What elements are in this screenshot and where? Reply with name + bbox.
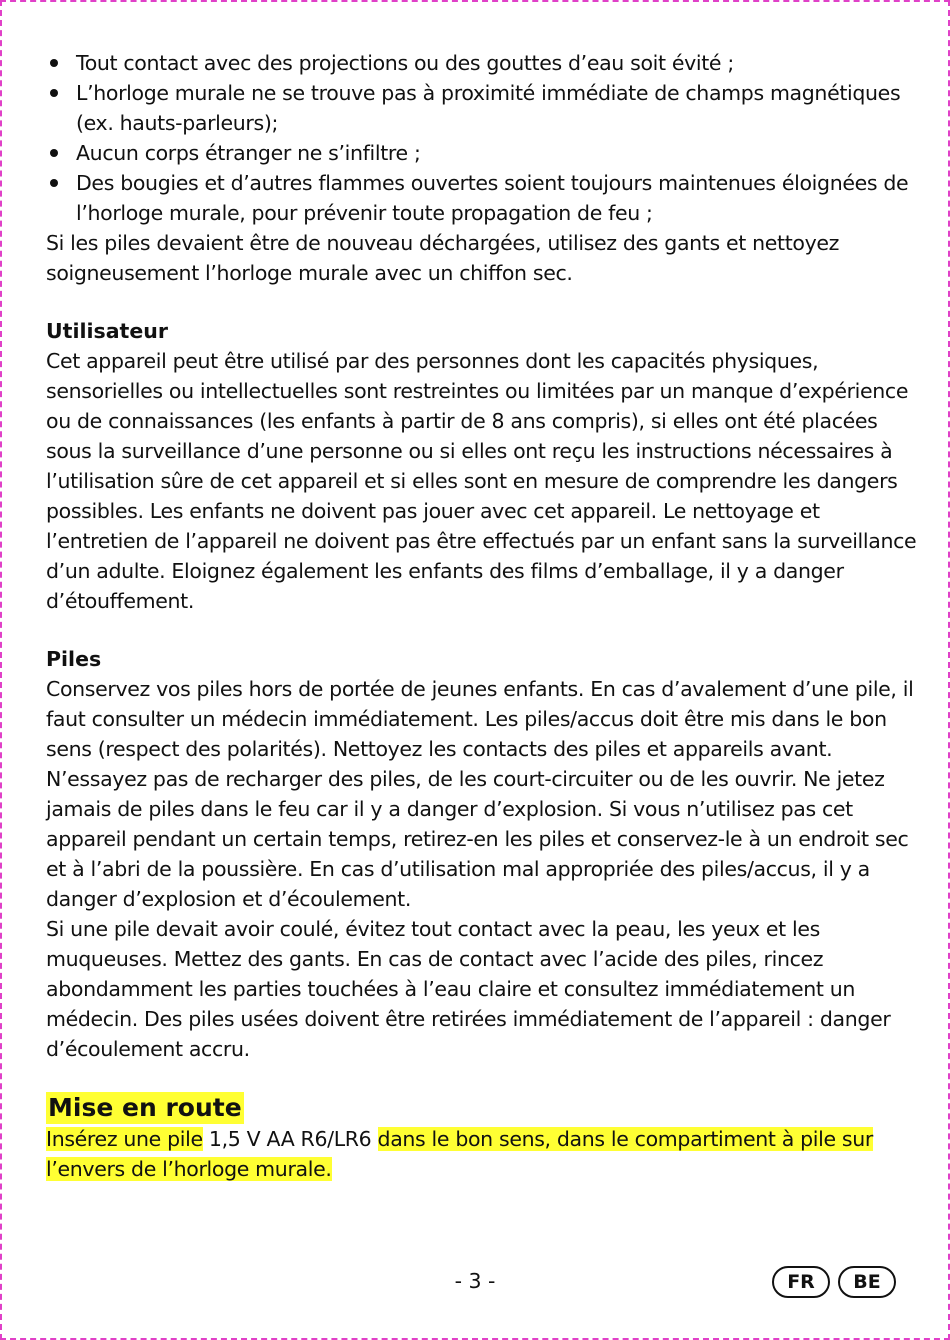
section-heading: Piles <box>46 647 102 671</box>
battery-spec: 1,5 V AA R6/LR6 <box>208 1127 372 1151</box>
section-mise-en-route <box>46 1090 908 1184</box>
spacer <box>46 616 908 644</box>
text-line: sensorielles ou intellectuelles sont restreintes ou limitées par un manque d’expérience <box>46 379 909 403</box>
text-line <box>46 1154 908 1184</box>
text-line: faut consulter un médecin immédiatement. Les piles/accus doit être mis dans le bon <box>46 707 887 731</box>
text-line: Cet appareil peut être utilisé par des personnes dont les capacités physiques, <box>46 349 819 373</box>
text-line: jamais de piles dans le feu car il y a danger d’explosion. Si vous n’utilisez pas cet <box>46 797 853 821</box>
list-item-continuation: (ex. hauts-parleurs); <box>76 111 279 135</box>
text-line: Si une pile devait avoir coulé, évitez tout contact avec la peau, les yeux et les <box>46 917 820 941</box>
language-badge-be: BE <box>838 1266 896 1298</box>
spacer <box>46 288 908 316</box>
text-line: sens (respect des polarités). Nettoyez les contacts des piles et appareils avant. <box>46 737 833 761</box>
language-badges <box>772 1266 896 1298</box>
highlighted-text: Insérez une pile <box>46 1127 203 1151</box>
text-line: sous la surveillance d’une personne ou si elles ont reçu les instructions nécessaires à <box>46 439 893 463</box>
highlighted-text: l’envers de l’horloge murale. <box>46 1157 332 1181</box>
text-line: l’utilisation sûre de cet appareil et si elles sont en mesure de comprendre les dangers <box>46 469 898 493</box>
text-line: ou de connaissances (les enfants à partir de 8 ans compris), si elles ont été placées <box>46 409 878 433</box>
paragraph-after-list <box>46 228 908 288</box>
section-piles <box>46 644 914 1064</box>
text-line <box>46 1124 908 1154</box>
text-line: Conservez vos piles hors de portée de jeunes enfants. En cas d’avalement d’une pile, il <box>46 677 914 701</box>
text-line: et à l’abri de la poussière. En cas d’utilisation mal appropriée des piles/accus, il y a <box>46 857 870 881</box>
language-badge-fr: FR <box>772 1266 830 1298</box>
list-item: L’horloge murale ne se trouve pas à proximité immédiate de champs magnétiques <box>46 78 908 108</box>
text-line: abondamment les parties touchées à l’eau claire et consultez immédiatement un <box>46 977 855 1001</box>
document-body <box>46 48 917 1184</box>
spacer <box>46 1064 908 1090</box>
list-item: Des bougies et d’autres flammes ouvertes soient toujours maintenues éloignées de <box>46 168 908 198</box>
text-line: possibles. Les enfants ne doivent pas jouer avec cet appareil. Le nettoyage et <box>46 499 820 523</box>
text-line: médecin. Des piles usées doivent être retirées immédiatement de l’appareil : danger <box>46 1007 891 1031</box>
section-text <box>46 346 917 616</box>
list-item: Aucun corps étranger ne s’infiltre ; <box>46 138 908 168</box>
section-heading: Utilisateur <box>46 319 168 343</box>
text-line: d’écoulement accru. <box>46 1037 250 1061</box>
page-number: - 3 - <box>454 1269 496 1293</box>
list-item-continuation: l’horloge murale, pour prévenir toute propagation de feu ; <box>76 201 653 225</box>
text-line: N’essayez pas de recharger des piles, de les court-circuiter ou de les ouvrir. Ne jetez <box>46 767 885 791</box>
highlighted-text: dans le bon sens, dans le compartiment à pile sur <box>377 1127 873 1151</box>
text-line: d’étouffement. <box>46 589 194 613</box>
text-line: soigneusement l’horloge murale avec un chiffon sec. <box>46 261 573 285</box>
section-text <box>46 674 914 1064</box>
text-line: d’un adulte. Eloignez également les enfants des films d’emballage, il y a danger <box>46 559 844 583</box>
text-line: appareil pendant un certain temps, retirez-en les piles et conservez-le à un endroit sec <box>46 827 909 851</box>
section-heading-highlighted: Mise en route <box>48 1093 242 1122</box>
text-line: danger d’explosion et d’écoulement. <box>46 887 412 911</box>
text-line: Si les piles devaient être de nouveau déchargées, utilisez des gants et nettoyez <box>46 231 840 255</box>
text-line: l’entretien de l’appareil ne doivent pas être effectués par un enfant sans la surveillance <box>46 529 917 553</box>
bullet-list <box>46 48 908 228</box>
text-line: muqueuses. Mettez des gants. En cas de contact avec l’acide des piles, rincez <box>46 947 824 971</box>
section-utilisateur <box>46 316 917 616</box>
list-item: Tout contact avec des projections ou des gouttes d’eau soit évité ; <box>46 48 908 78</box>
